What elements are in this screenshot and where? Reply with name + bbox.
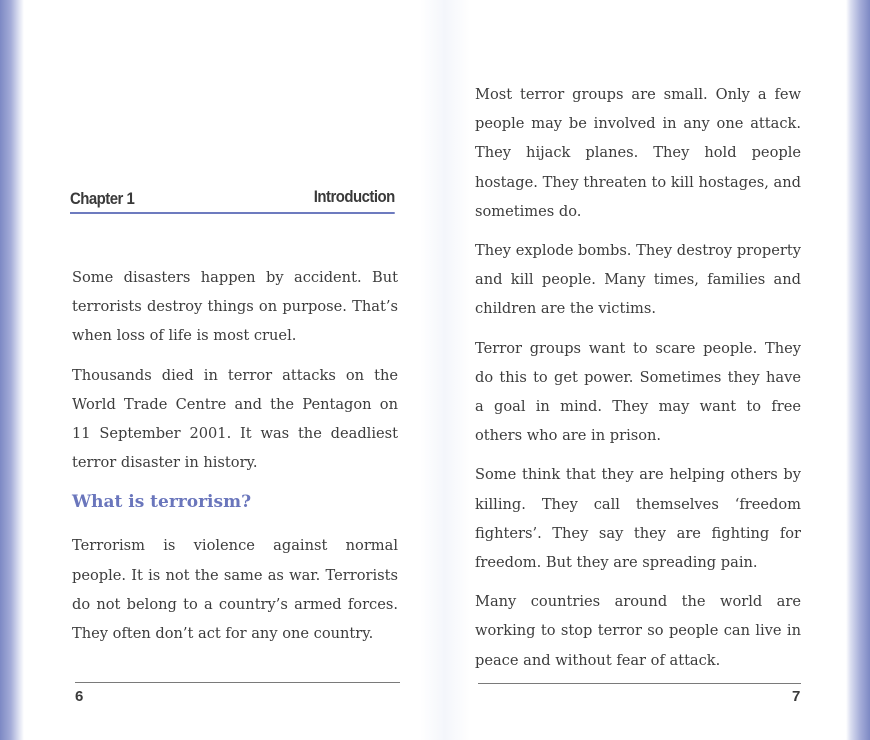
paragraph: They explode bombs. They destroy property and kill people. Many times, families and children are the victims. [475,242,801,318]
chapter-title: Introduction [313,187,395,206]
page-number-left: 6 [75,688,84,705]
paragraph: Terror groups want to scare people. They do this to get power. Sometimes they have a goal in mind. They may want to free others who are in prison. [475,339,801,445]
left-page-body [72,263,398,658]
paragraph: Some think that they are helping others by killing. They call themselves ‘freedom fighters’. They say they are fighting for freedom. But they are spreading pain. [475,466,801,572]
footer-rule-right [478,683,801,684]
right-page [475,0,803,740]
right-page-body [475,80,801,685]
page-edge-left [0,0,24,740]
chapter-header [70,186,395,214]
paragraph: Most terror groups are small. Only a few people may be involved in any one attack. They hijack planes. They hold people hostage. They threaten to kill hostages, and sometimes do. [475,86,801,220]
chapter-label: Chapter 1 [70,189,135,208]
paragraph: Many countries around the world are working to stop terror so people can live in peace and without fear of attack. [475,593,801,669]
page-edge-right [846,0,870,740]
paragraph: Some disasters happen by accident. But terrorists destroy things on purpose. That’s when loss of life is most cruel. [72,269,398,345]
left-page [70,0,400,740]
page-number-right: 7 [792,688,801,705]
book-gutter [420,0,470,740]
footer-rule-left [75,682,400,683]
paragraph: Thousands died in terror attacks on the World Trade Centre and the Pentagon on 11 September 2001. It was the deadliest terror disaster in history. [72,366,398,472]
paragraph: Terrorism is violence against normal people. It is not the same as war. Terrorists do not belong to a country’s armed forces. They often don’t act for any one country. [72,537,398,643]
section-heading: What is terrorism? [72,492,252,513]
